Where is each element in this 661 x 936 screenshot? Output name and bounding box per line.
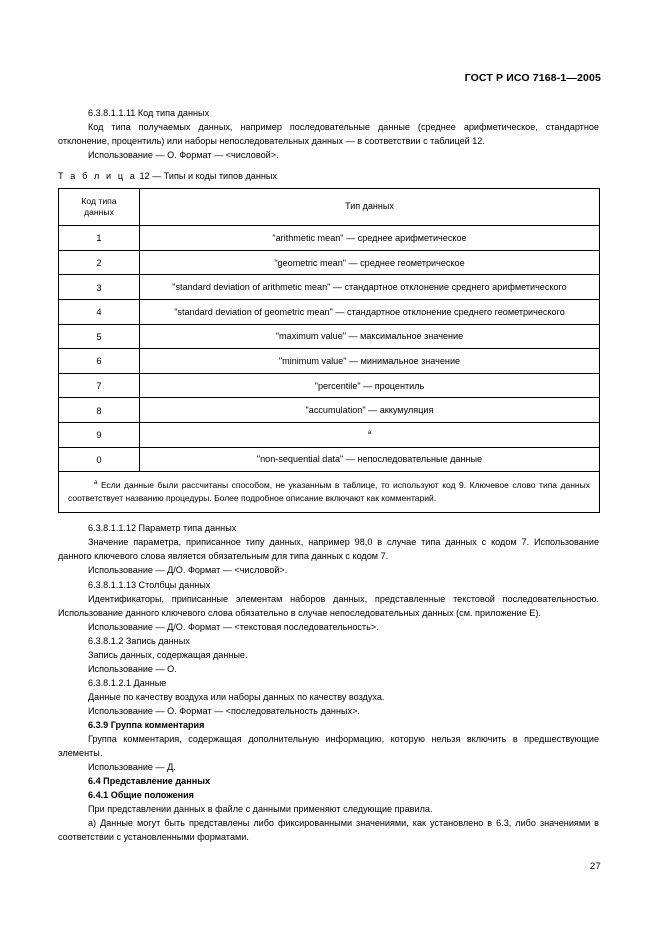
paragraph-6-3-8-1-2-1-body: Данные по качеству воздуха или наборы данных по качеству воздуха.	[88, 691, 385, 702]
paragraph-6-3-9-body: Группа комментария, содержащая дополнительную информацию, которую нельзя включить в предшествующие элементы.	[58, 734, 599, 759]
table-row	[59, 324, 600, 349]
table-row	[59, 250, 600, 275]
cell-type-footnote-only	[140, 422, 600, 447]
table-caption-dash: —	[152, 171, 162, 182]
paragraph-6-3-8-1-2-usage: Использование — О.	[88, 663, 177, 674]
cell-code: 1	[59, 226, 140, 251]
table-row	[59, 226, 600, 251]
cell-code: 7	[59, 373, 140, 398]
section-heading-6-3-8-1-2: 6.3.8.1.2 Запись данных	[88, 635, 190, 646]
section-heading-6-3-8-1-1-11: 6.3.8.1.1.11 Код типа данных	[88, 108, 210, 118]
cell-code: 9	[59, 422, 140, 447]
paragraph-6-3-8-1-2-1-usage: Использование — О. Формат — <последовательность данных>.	[88, 705, 360, 716]
cell-type: "maximum value" — максимальное значение	[140, 324, 600, 349]
table-caption-label: Т а б л и ц а	[58, 171, 137, 182]
table-caption-title: Типы и коды типов данных	[163, 171, 277, 182]
table-12	[58, 188, 600, 513]
section-heading-6-3-9: 6.3.9 Группа комментария	[88, 719, 205, 730]
cell-code: 5	[59, 324, 140, 349]
cell-type: "geometric mean" — среднее геометрическое	[140, 250, 600, 275]
cell-type: "accumulation" — аккумуляция	[140, 398, 600, 423]
table-row	[59, 299, 600, 324]
section-heading-6-3-8-1-1-12: 6.3.8.1.1.12 Параметр типа данных	[88, 523, 237, 534]
table-row	[59, 275, 600, 300]
section-heading-6-4: 6.4 Представление данных	[88, 776, 211, 787]
footnote-text: Если данные были рассчитаны способом, не указанным в таблице, то используют код 9. Ключевое слово типа данных соответствует названию процедуры. Более подробное описание включают как комментарий.	[68, 480, 590, 503]
cell-code: 8	[59, 398, 140, 423]
page-content	[58, 106, 599, 844]
paragraph-6-3-8-1-1-11-usage: Использование — О. Формат — <числовой>.	[88, 150, 279, 161]
cell-code: 6	[59, 349, 140, 374]
paragraph-6-3-8-1-1-12-usage: Использование — Д/О. Формат — <числовой>.	[88, 565, 288, 576]
table-caption-number: 12	[139, 171, 150, 182]
cell-type: "non-sequential data" — непоследовательные данные	[140, 447, 600, 472]
cell-type: "standard deviation of arithmetic mean" — стандартное отклонение среднего арифметического	[140, 275, 600, 300]
table-footnote-cell	[59, 472, 600, 513]
table-footnote-section	[59, 472, 600, 513]
cell-type: "standard deviation of geometric mean" — стандартное отклонение среднего геометрического	[140, 299, 600, 324]
paragraph-6-3-8-1-1-12-body: Значение параметра, приписанное типу данных, например 98,0 в случае типа данных с кодом 7. Использование данного ключевого слова является обязательным для типа данных с кодом 7.	[58, 537, 599, 562]
cell-code: 2	[59, 250, 140, 275]
table-body	[59, 226, 600, 472]
cell-type: "percentile" — процентиль	[140, 373, 600, 398]
paragraph-6-3-8-1-1-11-body: Код типа получаемых данных, например последовательные данные (среднее арифметическое, стандартное отклонение, процентиль) или наборы непоследовательных данных — в соответствии с таблицей 12.	[58, 122, 599, 147]
column-header-code	[59, 189, 140, 226]
section-heading-6-3-8-1-2-1: 6.3.8.1.2.1 Данные	[88, 677, 167, 688]
paragraph-6-4-1-body: При представлении данных в файле с данными применяют следующие правила.	[88, 804, 433, 815]
section-heading-6-3-8-1-1-13: 6.3.8.1.1.13 Столбцы данных	[88, 579, 211, 590]
column-header-code-line1: Код типа	[81, 195, 117, 206]
table-row	[59, 398, 600, 423]
cell-code: 4	[59, 299, 140, 324]
paragraph-6-3-8-1-1-13-usage: Использование — Д/О. Формат — <текстовая последовательность>.	[88, 621, 379, 632]
table-footnote-row	[59, 472, 600, 513]
paragraph-6-3-8-1-1-13-body: Идентификаторы, приписанные элементам наборов данных, представленные текстовой последовательностью. Использование данного ключевого слова обязательно в случае непоследовательных данных (см. приложение Е).	[58, 593, 599, 618]
table-row	[59, 373, 600, 398]
column-header-type: Тип данных	[140, 189, 600, 226]
column-header-code-line2: данных	[84, 207, 114, 218]
paragraph-6-4-1-item-a: а) Данные могут быть представлены либо фиксированными значениями, как установлено в 6.3, либо значениями в соответствии с установленными форматами.	[58, 818, 599, 843]
footnote-marker-icon: а	[367, 428, 372, 436]
table-row	[59, 349, 600, 374]
footnote-marker-icon: а	[94, 479, 98, 487]
section-heading-6-4-1: 6.4.1 Общие положения	[88, 790, 194, 801]
page-number: 27	[589, 861, 601, 872]
table-12-caption	[58, 170, 599, 183]
paragraph-6-3-8-1-2-body: Запись данных, содержащая данные.	[88, 649, 248, 660]
cell-type: "minimum value" — минимальное значение	[140, 349, 600, 374]
paragraph-6-3-9-usage: Использование — Д.	[88, 762, 176, 773]
cell-code: 0	[59, 447, 140, 472]
table-header-row	[59, 189, 600, 226]
table-row	[59, 422, 600, 447]
table-row	[59, 447, 600, 472]
cell-code: 3	[59, 275, 140, 300]
cell-type: "arithmetic mean" — среднее арифметическое	[140, 226, 600, 251]
running-head: ГОСТ Р ИСО 7168-1—2005	[464, 72, 601, 84]
